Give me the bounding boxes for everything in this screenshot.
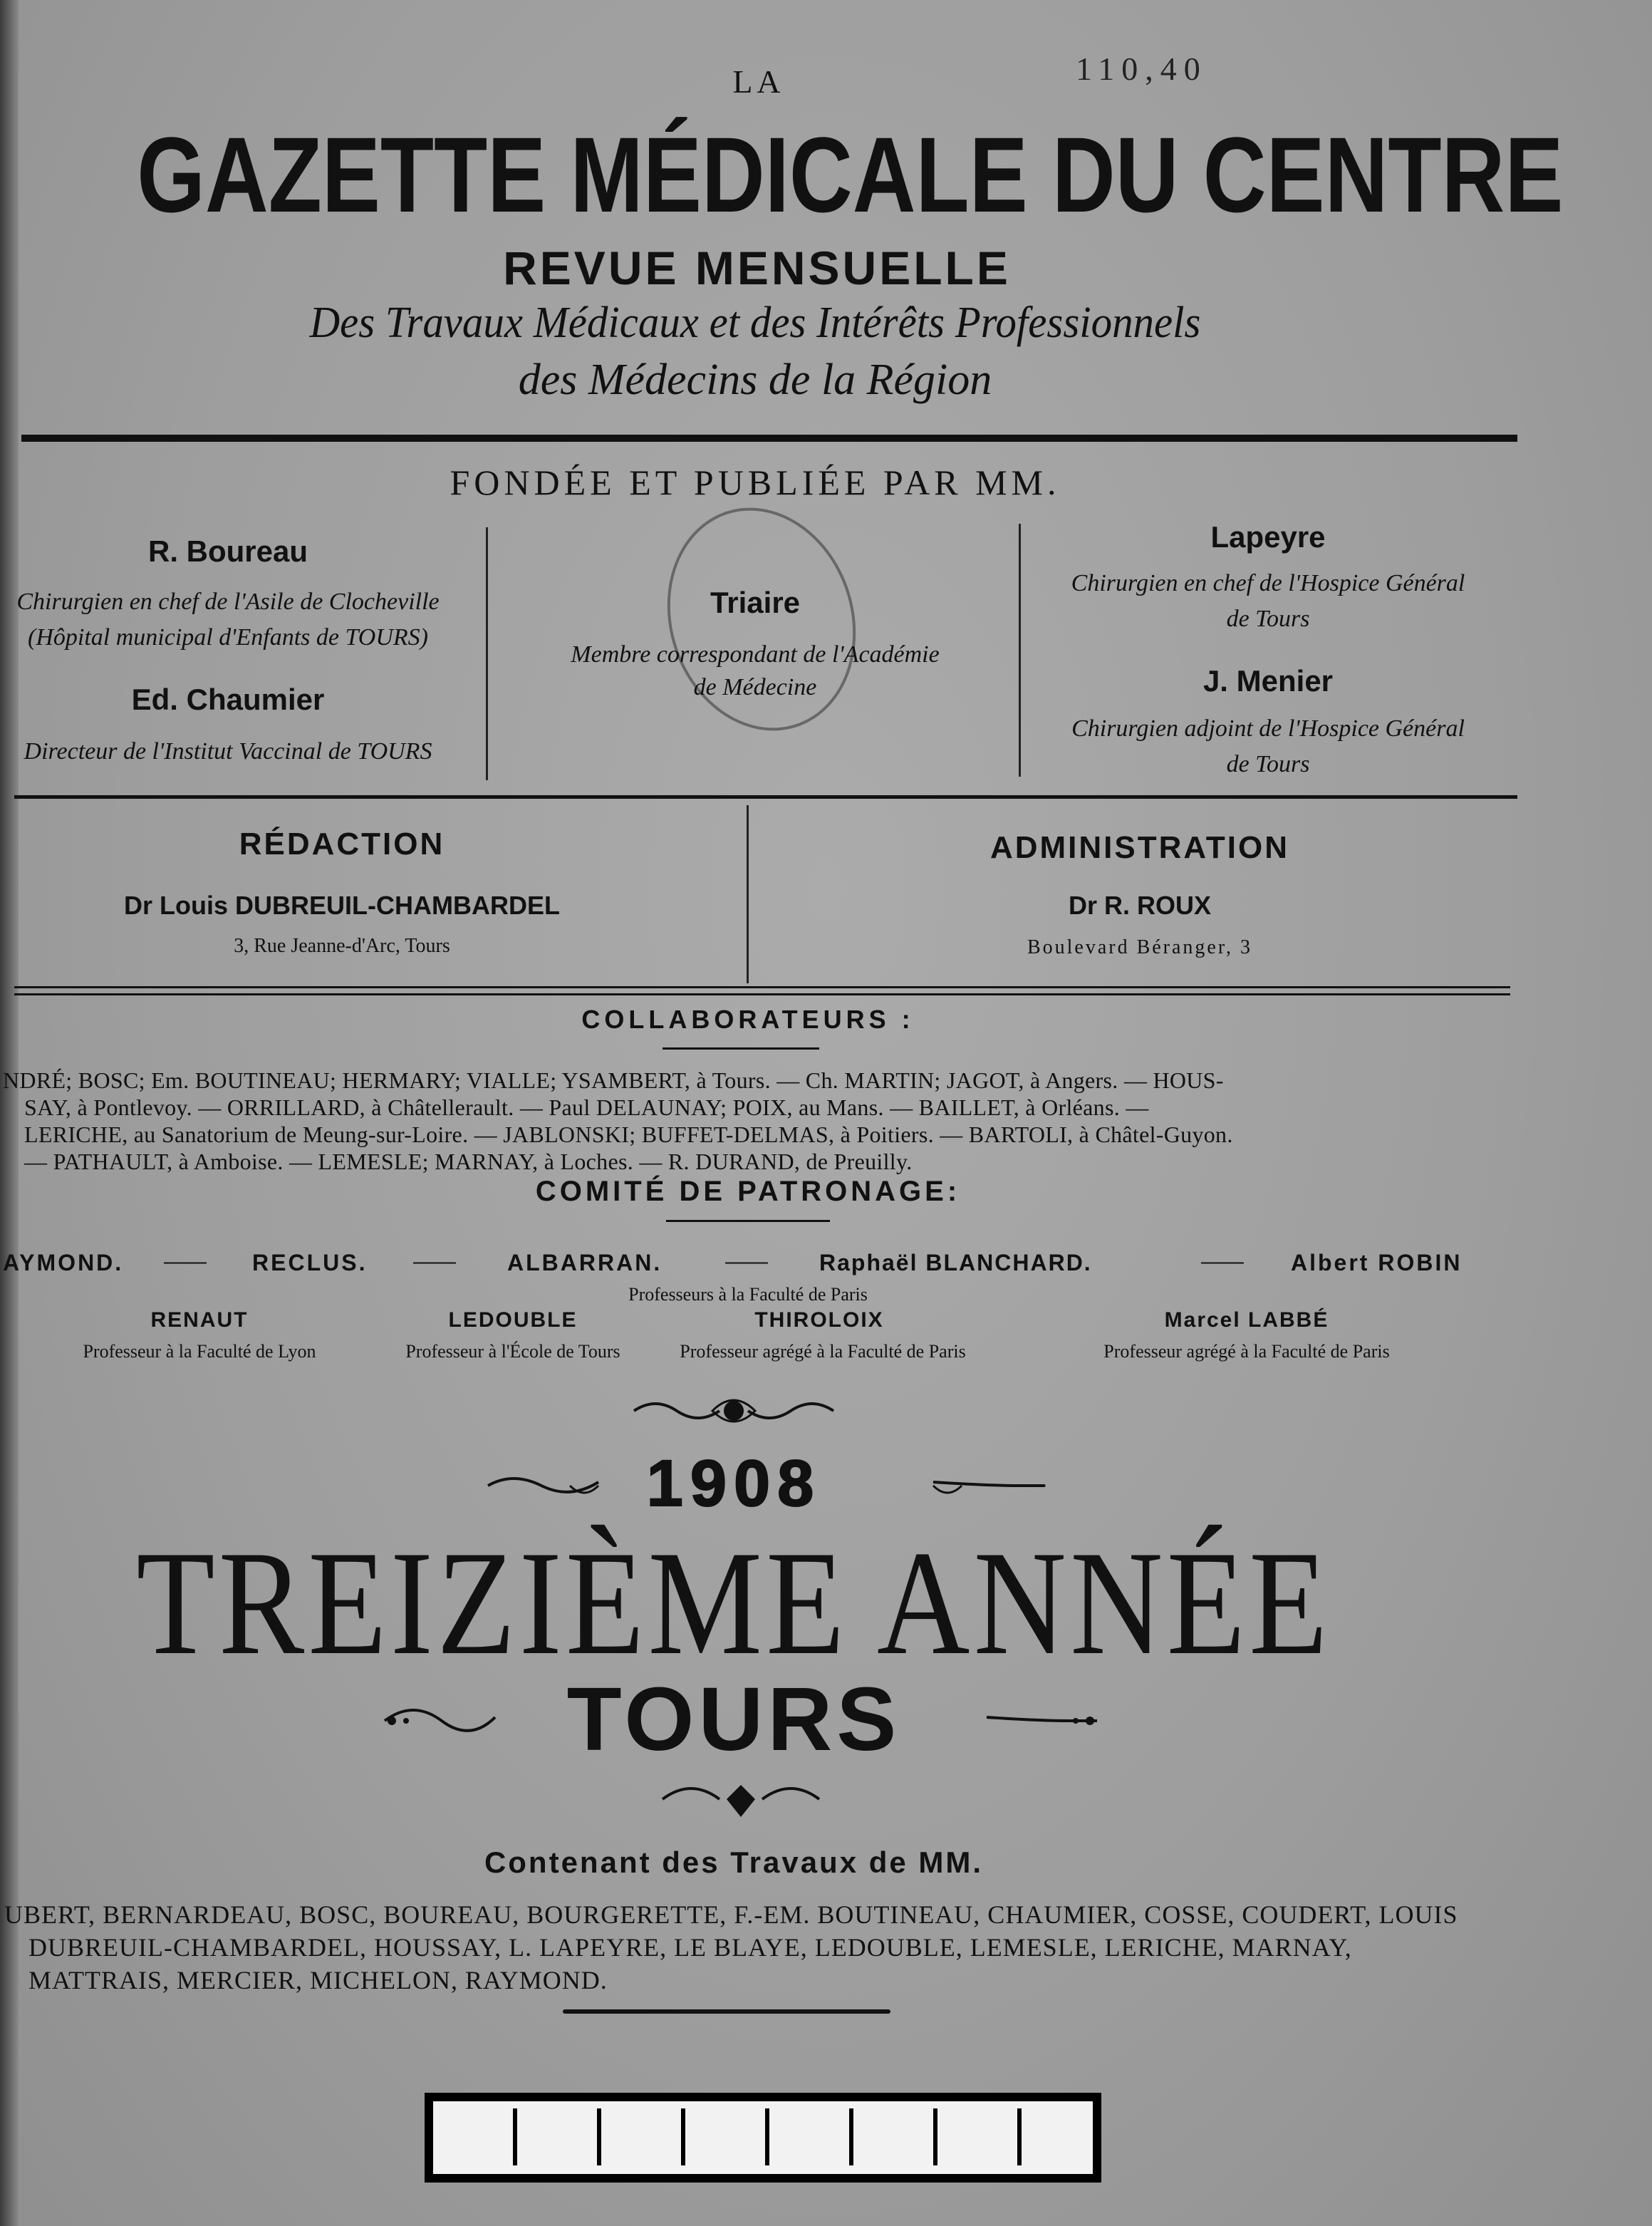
contents-line-1: UBERT, BERNARDEAU, BOSC, BOUREAU, BOURGERETTE, F.-EM. BOUTINEAU, CHAUMIER, COSSE, COUDERT, LOUIS [4,1900,1458,1929]
comite-member-renaut: RENAUT [150,1308,249,1332]
comite-underline [666,1220,830,1222]
founders-divider-right [1019,524,1021,777]
founder-boureau-role: Chirurgien en chef de l'Asile de Clocheville [16,589,440,615]
ornament-scroll-icon [655,1774,826,1824]
collaborateurs-underline [663,1047,819,1050]
comite-separator-1: —— [164,1250,207,1273]
contents-line-2: DUBREUIL-CHAMBARDEL, HOUSSAY, L. LAPEYRE, LE BLAYE, LEDOUBLE, LEMESLE, LERICHE, MARNAY, [28,1933,1352,1962]
founder-lapeyre-role: Chirurgien en chef de l'Hospice Général [1071,570,1465,596]
founders-rule [14,795,1517,799]
contents-line-3: MATTRAIS, MERCIER, MICHELON, RAYMOND. [28,1966,608,1994]
comite-member-ledouble: LEDOUBLE [448,1308,578,1332]
founder-boureau-name: R. Boureau [147,534,308,568]
founder-chaumier-name: Ed. Chaumier [131,683,325,716]
comite-member-robin: Albert ROBIN [1291,1250,1463,1275]
collaborateurs-line-3: LERICHE, au Sanatorium de Meung-sur-Loire. — JABLONSKI; BUFFET-DELMAS, à Poitiers. — BARTOLI, à Châtel-Guyon. [24,1122,1233,1147]
edition-title: TREIZIÈME ANNÉE [136,1521,1331,1686]
founder-triaire-role-2: de Médecine [693,674,817,700]
comite-member-ledouble-role: Professeur à l'École de Tours [405,1341,620,1362]
founder-chaumier-role: Directeur de l'Institut Vaccinal de TOURS [24,738,432,765]
comite-heading: COMITÉ DE PATRONAGE: [535,1176,961,1207]
right-flourish-icon [926,1468,1047,1503]
masthead-description-1: Des Travaux Médicaux et des Intérêts Professionnels [309,299,1201,347]
comite-separator-2: —— [413,1250,456,1273]
city-right-ornament-icon [983,1696,1104,1739]
comite-member-blanchard: Raphaël BLANCHARD. [819,1250,1092,1275]
administration-heading: ADMINISTRATION [989,830,1290,865]
founder-lapeyre-name: Lapeyre [1210,520,1326,554]
founder-menier-place: de Tours [1226,751,1310,777]
founders-heading: FONDÉE ET PUBLIÉE PAR MM. [450,462,1061,502]
double-rule-top [14,986,1510,988]
comite-member-reclus: RECLUS. [252,1250,368,1275]
comite-member-raymond: AYMOND. [3,1250,124,1275]
founder-lapeyre-place: de Tours [1226,606,1310,632]
comite-member-labbe: Marcel LABBÉ [1164,1308,1329,1332]
founder-menier-role: Chirurgien adjoint de l'Hospice Général [1071,715,1465,742]
redaction-address: 3, Rue Jeanne-d'Arc, Tours [234,935,450,957]
comite-member-thiroloix: THIROLOIX [754,1308,884,1332]
publication-city: TOURS [566,1669,901,1769]
shelfmark: 110,40 [1076,51,1207,87]
redaction-editor: Dr Louis DUBREUIL-CHAMBARDEL [124,891,560,920]
scan-scale-ruler [425,2093,1101,2183]
founder-boureau-hospital: (Hôpital municipal d'Enfants de TOURS) [28,624,428,651]
comite-member-labbe-role: Professeur agrégé à la Faculté de Paris [1103,1341,1390,1362]
collaborateurs-heading: COLLABORATEURS : [581,1005,915,1034]
page-binding-shadow [0,0,19,2226]
comite-member-albarran: ALBARRAN. [507,1250,663,1275]
collaborateurs-line-4: — PATHAULT, à Amboise. — LEMESLE; MARNAY, à Loches. — R. DURAND, de Preuilly. [24,1149,913,1174]
comite-separator-3: —— [725,1250,768,1273]
double-rule-bottom [14,993,1510,995]
comite-member-thiroloix-role: Professeur agrégé à la Faculté de Paris [680,1341,966,1362]
collaborateurs-line-2: SAY, à Pontlevoy. — ORRILLARD, à Châtellerault. — Paul DELAUNAY; POIX, au Mans. — BAILLET, à Orléans. — [24,1094,1149,1120]
collaborateurs-line-1: NDRÉ; BOSC; Em. BOUTINEAU; HERMARY; VIALLE; YSAMBERT, à Tours. — Ch. MARTIN; JAGOT, à Angers. — HOUS- [3,1067,1224,1093]
comite-paris-note: Professeurs à la Faculté de Paris [628,1284,868,1305]
masthead-subtitle: REVUE MENSUELLE [503,242,1011,294]
header-rule [21,435,1517,442]
masthead-la: LA [732,63,785,100]
administration-address: Boulevard Béranger, 3 [1027,936,1253,958]
comite-separator-4: —— [1201,1250,1244,1273]
masthead-title: GAZETTE MÉDICALE DU CENTRE [137,115,1564,234]
founder-triaire-name: Triaire [710,586,801,619]
contents-heading: Contenant des Travaux de MM. [484,1845,984,1879]
redaction-divider [747,805,749,983]
ornament-divider-icon [627,1389,841,1432]
administration-manager: Dr R. ROUX [1068,891,1212,920]
founder-triaire-role: Membre correspondant de l'Académie [571,641,940,668]
redaction-heading: RÉDACTION [239,827,445,861]
founder-menier-name: J. Menier [1202,664,1334,698]
publication-year: 1908 [646,1447,821,1520]
contents-rule [563,2009,890,2014]
masthead-description-2: des Médecins de la Région [518,356,992,404]
founders-divider-left [486,527,488,780]
comite-member-renaut-role: Professeur à la Faculté de Lyon [83,1341,316,1362]
